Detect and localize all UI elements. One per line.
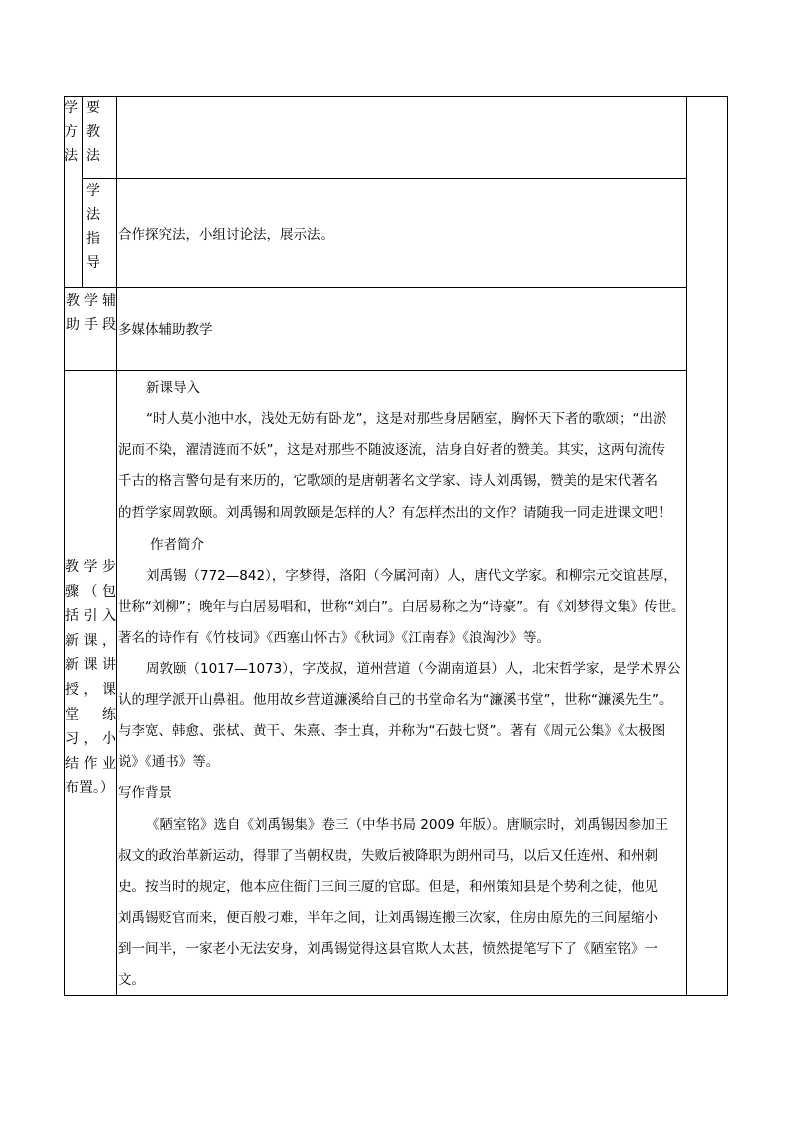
label-learn-method: 学法指导 xyxy=(86,183,100,271)
label-outer-method: 学方法 xyxy=(64,100,78,164)
text-line: 《陋室铭》选自《刘禹锡集》卷三（中华书局 2009 年版）。唐顺宗时，刘禹锡因参加王 xyxy=(146,817,669,833)
text-line: 与李宽、韩愈、张栻、黄干、朱熹、李士真，并称为“石鼓七贤”。著有《周元公集》《太极图 xyxy=(118,723,666,739)
grid-line-content xyxy=(686,96,687,996)
text-line: 说》《通书》等。 xyxy=(118,754,220,770)
text-line: 认的理学派开山鼻祖。他用故乡营道濂溪给自己的书堂命名为“濂溪书堂”，世称“濂溪先生”。 xyxy=(118,692,673,708)
text-line: “时人莫小池中水，浅处无妨有卧龙”，这是对那些身居陋室，胸怀天下者的歌颂；“出淤 xyxy=(146,411,667,427)
grid-line-label xyxy=(116,96,117,996)
text-line: 刘禹锡（772—842），字梦得，洛阳（今属河南）人，唐代文学家。和柳宗元交谊甚厚， xyxy=(146,568,677,584)
label-teaching-steps: 教学步骤（包括引入新课，新课讲授，课堂练习，小结作业布置。） xyxy=(65,559,116,797)
text-line: 到一间半，一家老小无法安身，刘禹锡觉得这县官欺人太甚，愤然提笔写下了《陋室铭》一 xyxy=(118,941,658,957)
text-line: 千古的格言警句是有来历的，它歌颂的是唐朝著名文学家、诗人刘禹锡，赞美的是宋代著名 xyxy=(118,473,658,489)
grid-line-row3 xyxy=(64,370,687,371)
teaching-aid-content: 多媒体辅助教学 xyxy=(118,322,213,338)
grid-line-row1 xyxy=(82,178,687,179)
text-line: 泥而不染，濯清涟而不妖”，这是对那些不随波逐流，洁身自好者的赞美。其实，这两句流传 xyxy=(118,442,665,458)
text-line: 的哲学家周敦颐。刘禹锡和周敦颐是怎样的人？有怎样杰出的文作？请随我一同走进课文吧！ xyxy=(118,505,672,521)
text-line: 史。按当时的规定，他本应住衙门三间三厦的官邸。但是，和州策知县是个势利之徒，他见 xyxy=(118,879,658,895)
grid-line-bottom xyxy=(64,995,728,996)
grid-line-left xyxy=(64,96,65,996)
learn-method-content: 合作探究法，小组讨论法，展示法。 xyxy=(118,227,334,243)
text-line: 著名的诗作有《竹枝词》《西塞山怀古》《秋词》《江南春》《浪淘沙》等。 xyxy=(118,630,550,646)
label-teaching-aid: 教学辅助手段 xyxy=(66,293,116,333)
section-heading: 写作背景 xyxy=(118,785,172,801)
grid-line-row2 xyxy=(64,287,687,288)
text-line: 文。 xyxy=(118,972,145,988)
text-line: 刘禹锡贬官而来，便百般刁难，半年之间，让刘禹锡连搬三次家，住房由原先的三间屋缩小 xyxy=(118,910,658,926)
text-line: 叔文的政治革新运动，得罪了当朝权贵，失败后被降职为朗州司马，以后又任连州、和州刺 xyxy=(118,848,658,864)
text-line: 世称“刘柳”；晚年与白居易唱和，世称“刘白”。白居易称之为“诗豪”。有《刘梦得文集》传世。 xyxy=(118,599,685,615)
grid-line-inner xyxy=(82,96,83,288)
grid-line-right xyxy=(727,96,728,996)
text-line: 周敦颐（1017—1073），字茂叔，道州营道（今湖南道县）人，北宋哲学家，是学术界公 xyxy=(146,661,681,677)
label-teach-method: 要教法 xyxy=(86,100,100,164)
section-heading: 作者简介 xyxy=(150,537,204,553)
section-heading: 新课导入 xyxy=(146,380,200,396)
grid-line-top xyxy=(64,96,728,97)
